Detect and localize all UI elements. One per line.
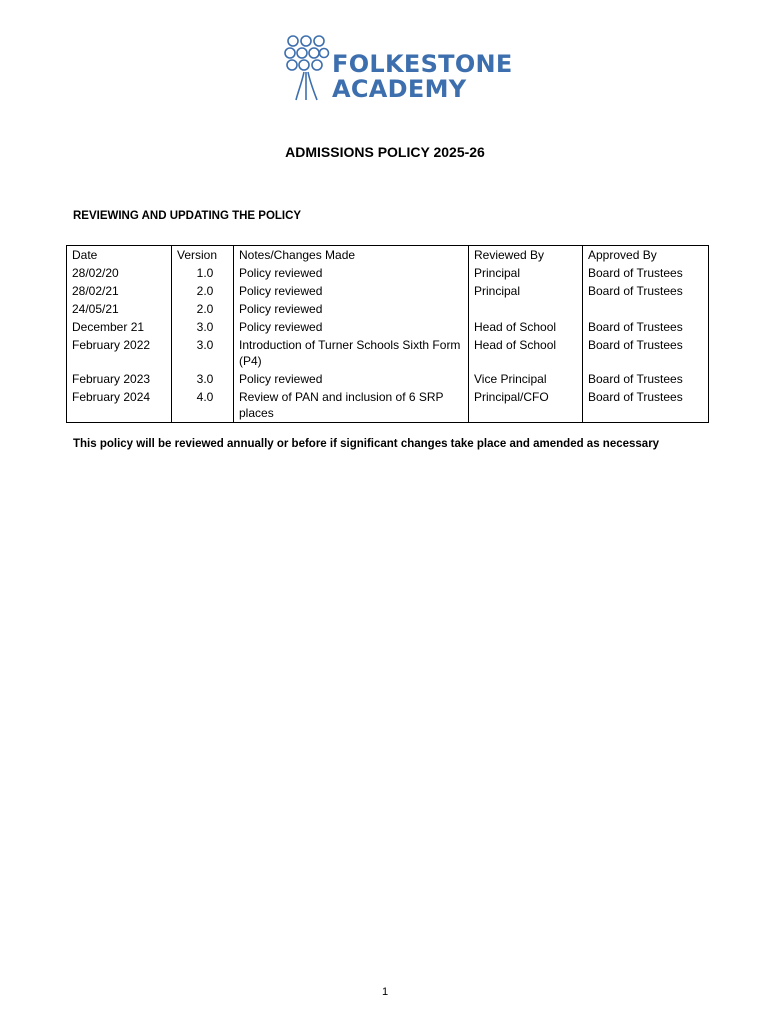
cell-version: 2.0 bbox=[172, 282, 234, 300]
header-date: Date bbox=[67, 246, 172, 265]
table-row bbox=[67, 336, 709, 370]
cell-reviewed-by: Head of School bbox=[469, 318, 583, 336]
cell-approved-by: Board of Trustees bbox=[583, 388, 709, 423]
cell-notes: Review of PAN and inclusion of 6 SRP places bbox=[234, 388, 469, 423]
logo-line-1: FOLKESTONE bbox=[332, 50, 513, 78]
cell-approved-by: Board of Trustees bbox=[583, 318, 709, 336]
cell-date: February 2024 bbox=[67, 388, 172, 423]
cell-date: 24/05/21 bbox=[67, 300, 172, 318]
table-row bbox=[67, 300, 709, 318]
logo-wordmark bbox=[332, 52, 513, 102]
cell-date: February 2022 bbox=[67, 336, 172, 370]
cell-version: 4.0 bbox=[172, 388, 234, 423]
cell-version: 2.0 bbox=[172, 300, 234, 318]
cell-date: December 21 bbox=[67, 318, 172, 336]
cell-version: 1.0 bbox=[172, 264, 234, 282]
cell-approved-by: Board of Trustees bbox=[583, 370, 709, 388]
header-approved-by: Approved By bbox=[583, 246, 709, 265]
cell-approved-by bbox=[583, 300, 709, 318]
section-heading: REVIEWING AND UPDATING THE POLICY bbox=[73, 210, 302, 222]
cell-reviewed-by: Head of School bbox=[469, 336, 583, 370]
tree-logo-icon bbox=[284, 34, 330, 102]
review-note: This policy will be reviewed annually or before if significant changes take place and amended as necessary bbox=[73, 438, 660, 450]
cell-version: 3.0 bbox=[172, 370, 234, 388]
table-header-row bbox=[67, 246, 709, 265]
cell-reviewed-by: Principal/CFO bbox=[469, 388, 583, 423]
table-row bbox=[67, 388, 709, 423]
cell-notes: Introduction of Turner Schools Sixth Form (P4) bbox=[234, 336, 469, 370]
cell-notes: Policy reviewed bbox=[234, 318, 469, 336]
cell-version: 3.0 bbox=[172, 336, 234, 370]
page-number: 1 bbox=[381, 986, 389, 998]
cell-date: 28/02/20 bbox=[67, 264, 172, 282]
page-title: ADMISSIONS POLICY 2025-26 bbox=[285, 144, 485, 160]
cell-reviewed-by: Principal bbox=[469, 264, 583, 282]
cell-approved-by: Board of Trustees bbox=[583, 282, 709, 300]
school-logo bbox=[284, 34, 524, 104]
cell-reviewed-by: Vice Principal bbox=[469, 370, 583, 388]
logo-line-2: ACADEMY bbox=[332, 75, 467, 103]
revision-history-table bbox=[66, 245, 709, 423]
cell-approved-by: Board of Trustees bbox=[583, 336, 709, 370]
cell-version: 3.0 bbox=[172, 318, 234, 336]
cell-notes: Policy reviewed bbox=[234, 264, 469, 282]
header-notes: Notes/Changes Made bbox=[234, 246, 469, 265]
cell-approved-by: Board of Trustees bbox=[583, 264, 709, 282]
cell-notes: Policy reviewed bbox=[234, 282, 469, 300]
table-row bbox=[67, 318, 709, 336]
cell-date: February 2023 bbox=[67, 370, 172, 388]
cell-notes: Policy reviewed bbox=[234, 300, 469, 318]
cell-date: 28/02/21 bbox=[67, 282, 172, 300]
header-version: Version bbox=[172, 246, 234, 265]
table-row bbox=[67, 264, 709, 282]
table-row bbox=[67, 282, 709, 300]
cell-notes: Policy reviewed bbox=[234, 370, 469, 388]
cell-reviewed-by: Principal bbox=[469, 282, 583, 300]
header-reviewed-by: Reviewed By bbox=[469, 246, 583, 265]
cell-reviewed-by bbox=[469, 300, 583, 318]
table-row bbox=[67, 370, 709, 388]
